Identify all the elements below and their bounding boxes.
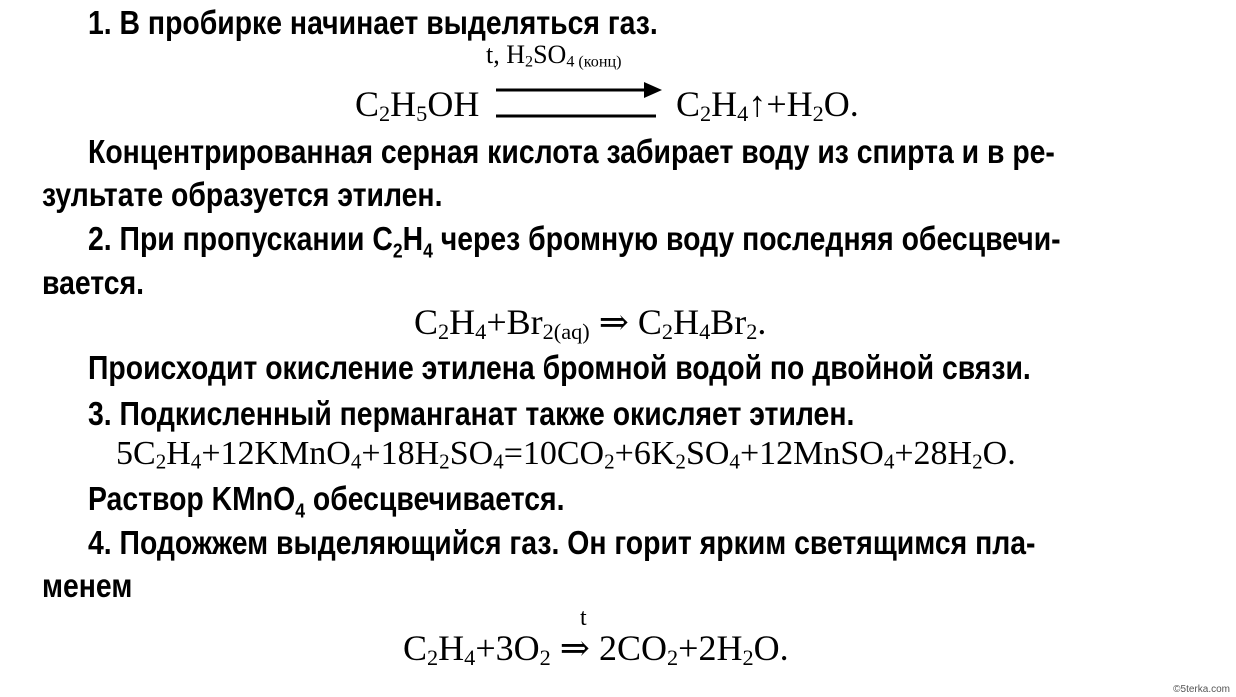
eq4-condition: t bbox=[580, 605, 587, 631]
paragraph-2-line-2: зультате образуется этилен. bbox=[42, 176, 443, 213]
eq3-sub: 4 bbox=[190, 449, 202, 474]
implies-arrow-icon: ⇒ bbox=[589, 302, 638, 342]
eq4-text: O. bbox=[753, 628, 789, 668]
eq4-text: +2H bbox=[678, 628, 743, 668]
p3-text: H bbox=[402, 220, 424, 257]
eq4-sub: 2 bbox=[666, 644, 679, 670]
equation-1-right bbox=[676, 84, 859, 126]
eq4-text: 2CO bbox=[598, 628, 667, 668]
p3-sub: 4 bbox=[423, 239, 433, 263]
eq3-sub: 2 bbox=[972, 449, 983, 474]
eq3-text: +28H bbox=[894, 435, 973, 472]
eq3-text: O. bbox=[982, 435, 1016, 472]
eq3-sub: 2 bbox=[439, 449, 450, 474]
eq3-sub: 4 bbox=[350, 449, 362, 474]
eq3-sub: 2 bbox=[604, 449, 615, 474]
eq2-text: +Br bbox=[486, 302, 543, 342]
eq2-text: H bbox=[449, 302, 476, 342]
equation-1-left bbox=[355, 84, 480, 126]
paragraph-5: 3. Подкисленный перманганат также окисляет этилен. bbox=[88, 395, 855, 432]
eq1-text: H bbox=[390, 84, 417, 124]
p6-text: Раствор KMnO bbox=[88, 480, 296, 517]
eq3-text: +6K bbox=[614, 435, 676, 472]
eq1-text: OH bbox=[427, 84, 480, 124]
eq3-text: +18H bbox=[361, 435, 440, 472]
eq1-cond-text: SO bbox=[533, 40, 567, 69]
eq4-text: C bbox=[403, 628, 428, 668]
eq3-sub: 4 bbox=[493, 449, 504, 474]
eq1-text: C bbox=[676, 84, 701, 124]
eq2-sub: 2 bbox=[746, 318, 758, 344]
eq3-sub: 4 bbox=[729, 449, 740, 474]
watermark: ©5terka.com bbox=[1173, 684, 1230, 695]
eq1-sub: 5 bbox=[416, 100, 428, 126]
eq2-text: C bbox=[414, 302, 439, 342]
p6-sub: 4 bbox=[295, 499, 305, 523]
eq4-sub: 2 bbox=[427, 644, 439, 670]
eq2-sub: 2 bbox=[661, 318, 674, 344]
eq4-sub: 2 bbox=[742, 644, 754, 670]
eq2-sub: 4 bbox=[699, 318, 711, 344]
p6-text: обесцвечивается. bbox=[304, 480, 565, 517]
eq3-text: +12KMnO bbox=[201, 435, 351, 472]
eq1-text: C bbox=[355, 84, 380, 124]
eq1-sub: 4 bbox=[737, 100, 749, 126]
eq3-sub: 2 bbox=[675, 449, 686, 474]
p3-text: через бромную воду последняя обесцвечи- bbox=[432, 220, 1061, 257]
paragraph-2-line-1: Концентрированная серная кислота забирает воду из спирта и в ре- bbox=[88, 133, 1055, 170]
eq1-cond-sub: 4 (конц) bbox=[566, 53, 622, 71]
paragraph-6 bbox=[88, 482, 564, 522]
eq3-text: H bbox=[166, 435, 191, 472]
eq3-text: +12MnSO bbox=[739, 435, 884, 472]
eq3-text: 5C bbox=[116, 435, 156, 472]
equation-3 bbox=[116, 435, 1016, 474]
eq1-cond-text: t, H bbox=[486, 40, 525, 69]
paragraph-7-line-1: 4. Подожжем выделяющийся газ. Он горит ярким светящимся пла- bbox=[88, 524, 1036, 561]
eq1-cond-sub: 2 bbox=[525, 53, 534, 71]
eq1-sub: 2 bbox=[700, 100, 712, 126]
p3-sub: 2 bbox=[392, 239, 403, 263]
eq3-sub: 2 bbox=[155, 449, 167, 474]
eq2-sub: 2(aq) bbox=[542, 318, 590, 344]
eq4-text: +3O bbox=[475, 628, 540, 668]
gas-up-arrow-icon: ↑ bbox=[748, 84, 767, 124]
eq4-text: H bbox=[438, 628, 465, 668]
eq3-text: =10CO bbox=[503, 435, 605, 472]
implies-arrow-icon: ⇒ bbox=[550, 628, 599, 668]
reaction-arrow-icon bbox=[494, 76, 666, 126]
eq1-condition bbox=[486, 40, 622, 71]
eq1-text: H bbox=[711, 84, 738, 124]
eq2-text: . bbox=[757, 302, 767, 342]
eq4-sub: 4 bbox=[464, 644, 476, 670]
eq4-sub: 2 bbox=[539, 644, 551, 670]
eq1-sub: 2 bbox=[812, 100, 824, 126]
equation-4 bbox=[403, 628, 789, 670]
eq2-text: C bbox=[637, 302, 662, 342]
eq2-text: H bbox=[673, 302, 700, 342]
equation-2 bbox=[414, 302, 767, 344]
eq3-sub: 4 bbox=[883, 449, 895, 474]
p3-text: 2. При пропускании C bbox=[88, 220, 393, 257]
paragraph-4: Происходит окисление этилена бромной водой по двойной связи. bbox=[88, 349, 1031, 386]
eq3-text: SO bbox=[685, 435, 730, 472]
eq3-text: SO bbox=[449, 435, 494, 472]
paragraph-3-line-1 bbox=[88, 222, 1061, 262]
eq2-sub: 2 bbox=[438, 318, 450, 344]
paragraph-3-line-2: вается. bbox=[42, 264, 145, 301]
eq2-text: Br bbox=[710, 302, 747, 342]
eq2-sub: 4 bbox=[475, 318, 487, 344]
eq1-text: O. bbox=[823, 84, 859, 124]
paragraph-7-line-2: менем bbox=[42, 567, 133, 604]
eq1-text: +H bbox=[766, 84, 813, 124]
paragraph-1: 1. В пробирке начинает выделяться газ. bbox=[88, 4, 658, 41]
eq1-sub: 2 bbox=[379, 100, 391, 126]
